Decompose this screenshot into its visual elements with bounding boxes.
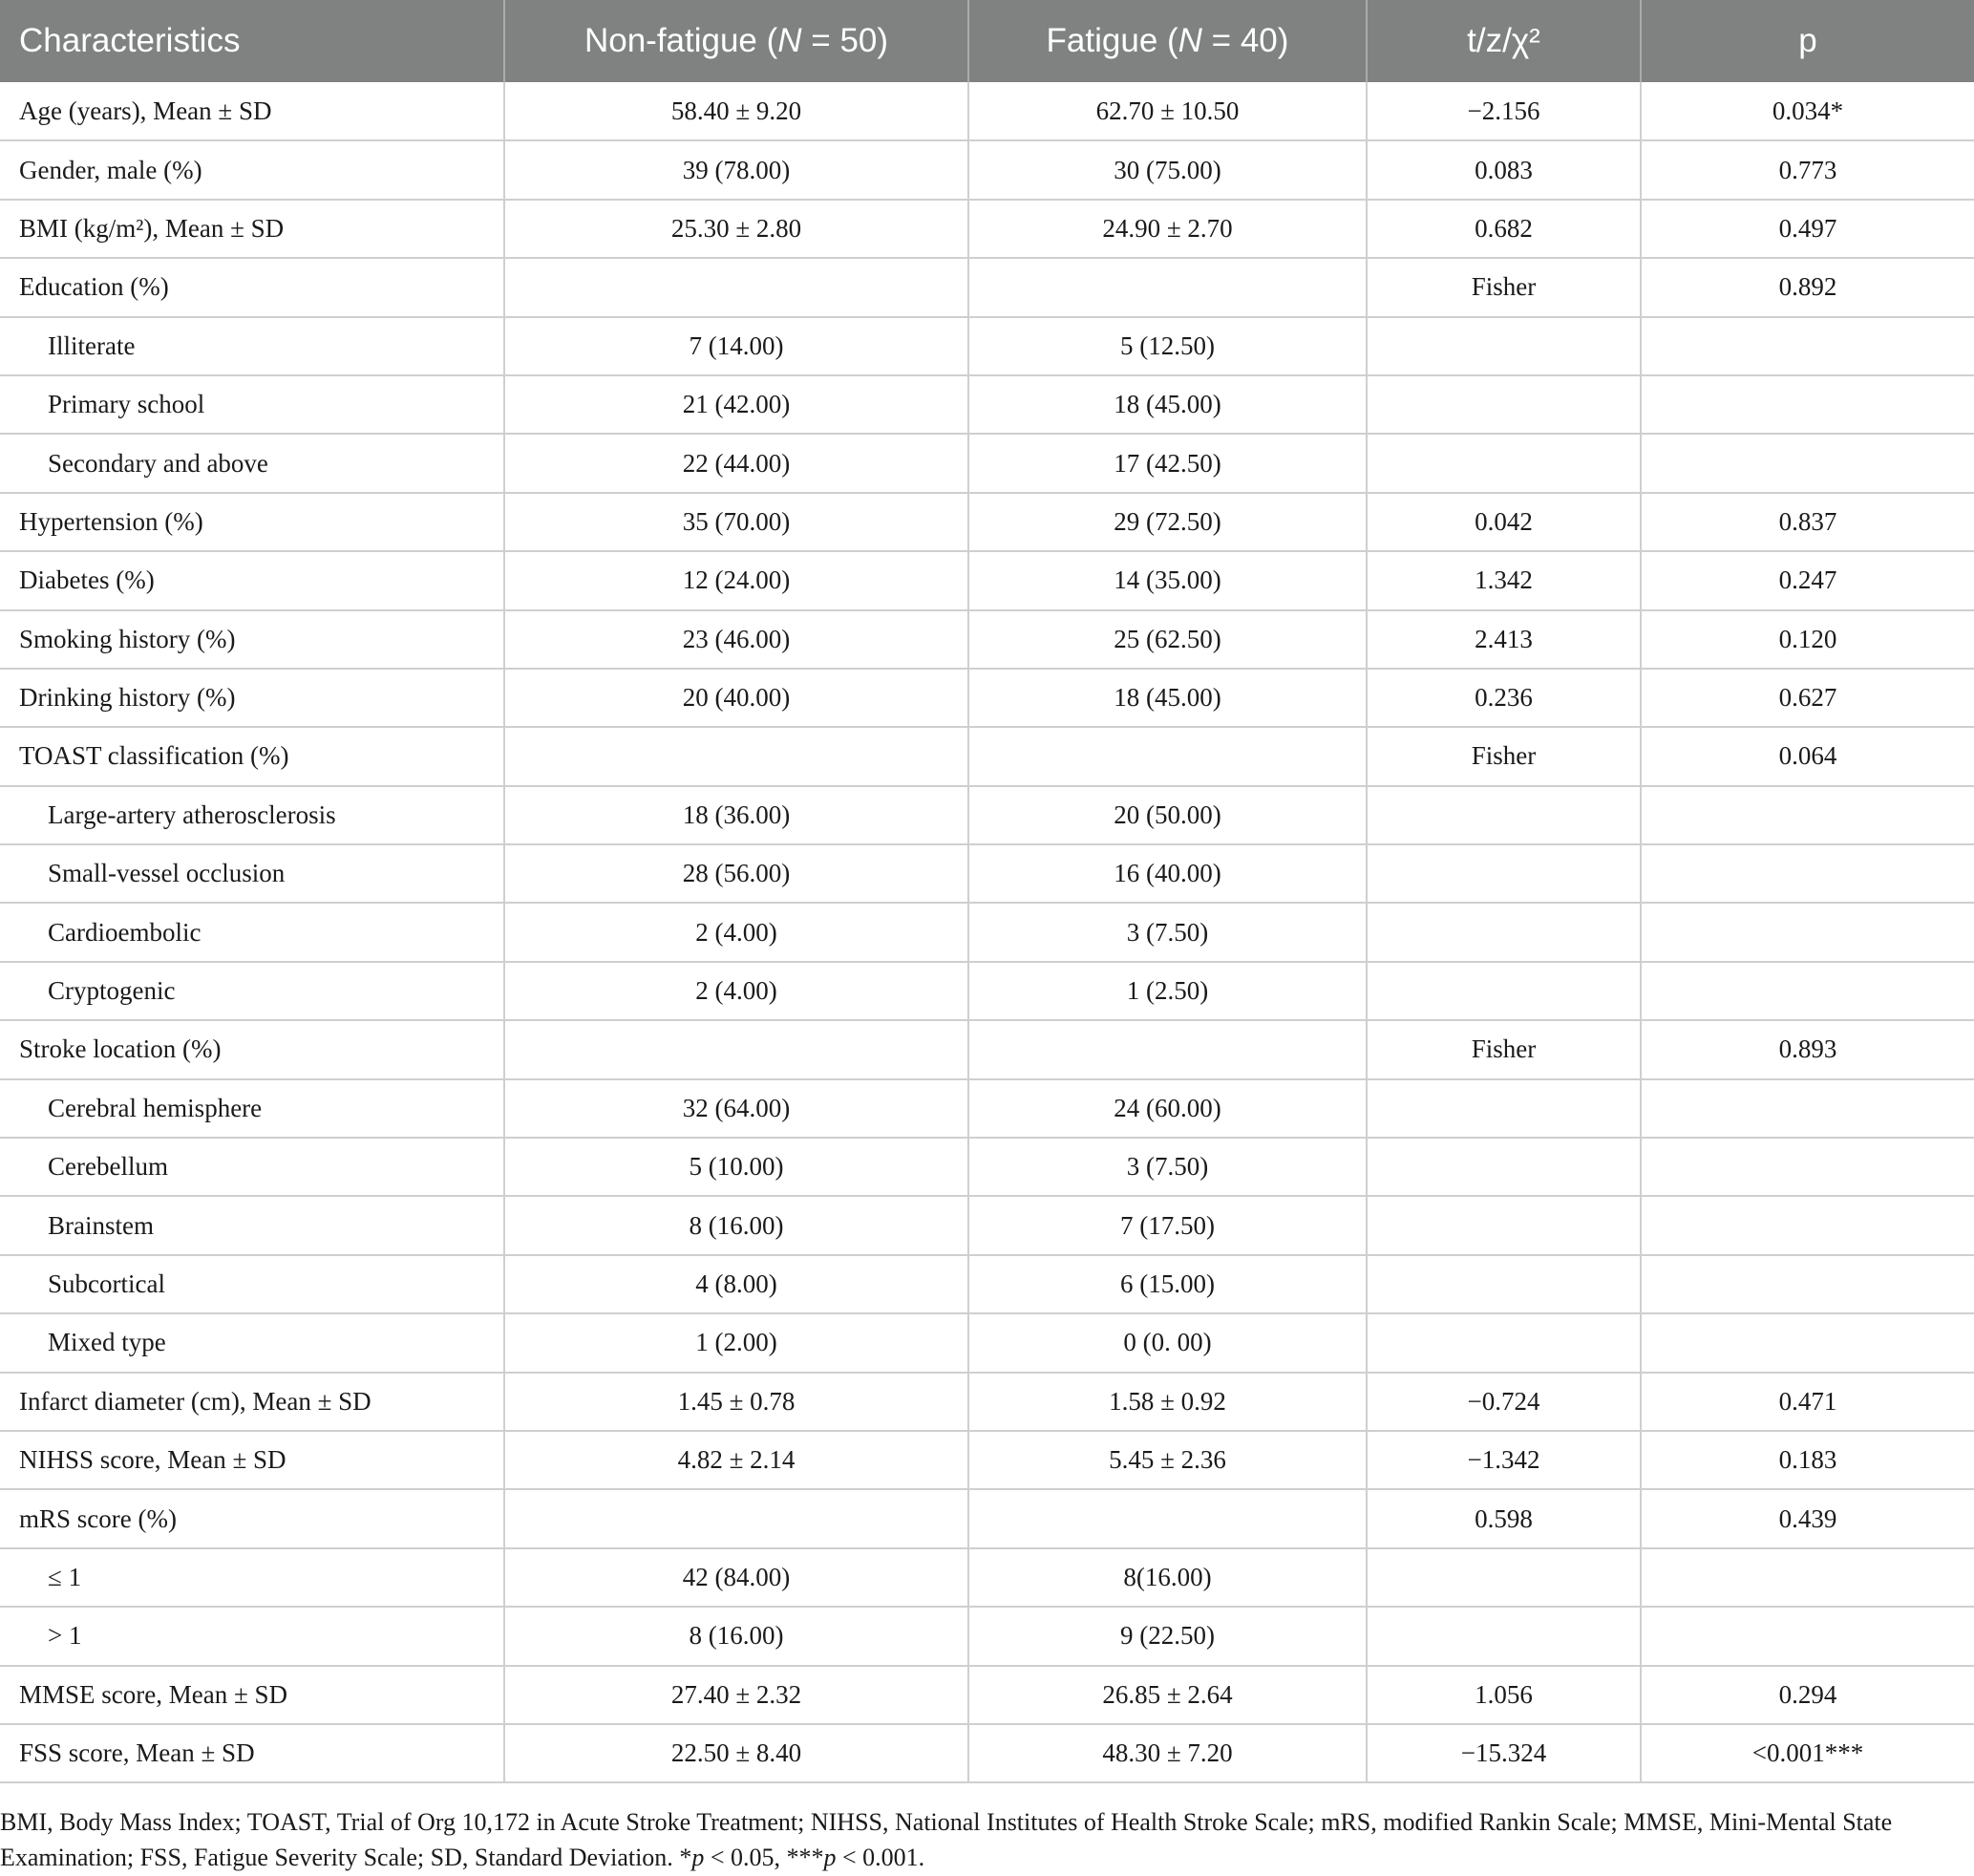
cell-p-value: 0.627 [1641, 669, 1974, 727]
table-row [0, 1666, 1974, 1724]
cell-fatigue: 3 (7.50) [968, 1138, 1367, 1196]
cell-non-fatigue: 58.40 ± 9.20 [504, 82, 968, 140]
cell-characteristic: Drinking history (%) [0, 669, 504, 727]
cell-statistic [1367, 317, 1641, 375]
table-row [0, 844, 1974, 903]
cell-non-fatigue: 5 (10.00) [504, 1138, 968, 1196]
cell-characteristic: Cryptogenic [0, 962, 504, 1020]
cell-non-fatigue: 27.40 ± 2.32 [504, 1666, 968, 1724]
cell-statistic: 1.056 [1367, 1666, 1641, 1724]
cell-non-fatigue: 4 (8.00) [504, 1255, 968, 1313]
cell-statistic [1367, 786, 1641, 844]
table-row [0, 903, 1974, 961]
cell-characteristic: Education (%) [0, 258, 504, 316]
cell-non-fatigue: 35 (70.00) [504, 493, 968, 551]
cell-statistic [1367, 1548, 1641, 1607]
cell-statistic: Fisher [1367, 258, 1641, 316]
cell-characteristic: Large-artery atherosclerosis [0, 786, 504, 844]
cell-fatigue: 3 (7.50) [968, 903, 1367, 961]
cell-p-value: 0.120 [1641, 610, 1974, 669]
cell-fatigue: 5.45 ± 2.36 [968, 1431, 1367, 1489]
header-fatigue-suffix: = 40) [1201, 22, 1289, 59]
cell-characteristic: MMSE score, Mean ± SD [0, 1666, 504, 1724]
table-row [0, 1196, 1974, 1254]
cell-statistic [1367, 375, 1641, 434]
cell-non-fatigue: 32 (64.00) [504, 1079, 968, 1138]
cell-non-fatigue: 20 (40.00) [504, 669, 968, 727]
cell-characteristic: Hypertension (%) [0, 493, 504, 551]
cell-fatigue: 29 (72.50) [968, 493, 1367, 551]
cell-characteristic: Cardioembolic [0, 903, 504, 961]
cell-characteristic: NIHSS score, Mean ± SD [0, 1431, 504, 1489]
cell-p-value [1641, 1313, 1974, 1372]
table-row [0, 610, 1974, 669]
cell-statistic: −0.724 [1367, 1373, 1641, 1431]
cell-statistic [1367, 1196, 1641, 1254]
table-row [0, 669, 1974, 727]
cell-statistic: −1.342 [1367, 1431, 1641, 1489]
cell-fatigue: 24.90 ± 2.70 [968, 200, 1367, 258]
cell-fatigue: 16 (40.00) [968, 844, 1367, 903]
header-non-fatigue-prefix: Non-fatigue ( [584, 22, 778, 59]
cell-non-fatigue [504, 727, 968, 785]
cell-fatigue [968, 727, 1367, 785]
cell-statistic: 0.042 [1367, 493, 1641, 551]
cell-statistic: 1.342 [1367, 551, 1641, 609]
header-fatigue [968, 0, 1367, 82]
cell-p-value: 0.294 [1641, 1666, 1974, 1724]
table-row [0, 1079, 1974, 1138]
cell-p-value: 0.773 [1641, 140, 1974, 199]
cell-p-value [1641, 1548, 1974, 1607]
table-row [0, 200, 1974, 258]
header-non-fatigue-n: N [777, 22, 802, 59]
cell-non-fatigue: 7 (14.00) [504, 317, 968, 375]
cell-fatigue: 18 (45.00) [968, 669, 1367, 727]
table-row [0, 1607, 1974, 1665]
table-row [0, 1548, 1974, 1607]
cell-non-fatigue: 2 (4.00) [504, 903, 968, 961]
cell-p-value: 0.471 [1641, 1373, 1974, 1431]
cell-characteristic: > 1 [0, 1607, 504, 1665]
cell-p-value [1641, 844, 1974, 903]
cell-statistic [1367, 1607, 1641, 1665]
cell-fatigue: 6 (15.00) [968, 1255, 1367, 1313]
cell-non-fatigue: 22 (44.00) [504, 434, 968, 492]
cell-p-value [1641, 375, 1974, 434]
footnote-p2: p [823, 1843, 837, 1871]
cell-characteristic: Illiterate [0, 317, 504, 375]
cell-p-value: 0.183 [1641, 1431, 1974, 1489]
cell-fatigue: 24 (60.00) [968, 1079, 1367, 1138]
cell-statistic [1367, 903, 1641, 961]
cell-p-value [1641, 1079, 1974, 1138]
cell-statistic: 2.413 [1367, 610, 1641, 669]
cell-fatigue: 1.58 ± 0.92 [968, 1373, 1367, 1431]
cell-characteristic: BMI (kg/m²), Mean ± SD [0, 200, 504, 258]
table-body [0, 82, 1974, 1782]
cell-statistic [1367, 434, 1641, 492]
cell-non-fatigue: 12 (24.00) [504, 551, 968, 609]
cell-non-fatigue: 8 (16.00) [504, 1196, 968, 1254]
table-row [0, 1373, 1974, 1431]
cell-non-fatigue: 39 (78.00) [504, 140, 968, 199]
cell-non-fatigue [504, 258, 968, 316]
table-row [0, 1489, 1974, 1547]
cell-characteristic: Diabetes (%) [0, 551, 504, 609]
table-row [0, 1020, 1974, 1078]
cell-characteristic: Cerebral hemisphere [0, 1079, 504, 1138]
table-row [0, 1138, 1974, 1196]
cell-fatigue: 8(16.00) [968, 1548, 1367, 1607]
cell-non-fatigue: 25.30 ± 2.80 [504, 200, 968, 258]
cell-statistic [1367, 1079, 1641, 1138]
cell-non-fatigue: 1.45 ± 0.78 [504, 1373, 968, 1431]
footnote-abbreviations: BMI, Body Mass Index; TOAST, Trial of Org 10,172 in Acute Stroke Treatment; NIHSS, National Institutes of Health Stroke Scale; mRS, modified Rankin Scale; MMSE, Mini-Mental State Examination; FSS, Fatigue Severity Scale; SD, Standard Deviation. [0, 1808, 1893, 1871]
header-characteristics: Characteristics [19, 22, 241, 59]
cell-p-value [1641, 1255, 1974, 1313]
table-row [0, 258, 1974, 316]
cell-non-fatigue [504, 1020, 968, 1078]
cell-characteristic: mRS score (%) [0, 1489, 504, 1547]
cell-p-value: 0.247 [1641, 551, 1974, 609]
header-statistic: t/z/χ² [1367, 0, 1641, 82]
cell-non-fatigue: 28 (56.00) [504, 844, 968, 903]
footnote-star1: * [679, 1843, 692, 1871]
cell-statistic [1367, 962, 1641, 1020]
cell-characteristic: FSS score, Mean ± SD [0, 1724, 504, 1782]
cell-p-value: 0.034* [1641, 82, 1974, 140]
cell-statistic: 0.598 [1367, 1489, 1641, 1547]
cell-fatigue: 30 (75.00) [968, 140, 1367, 199]
cell-characteristic: Small-vessel occlusion [0, 844, 504, 903]
cell-p-value: <0.001*** [1641, 1724, 1974, 1782]
cell-p-value [1641, 962, 1974, 1020]
cell-non-fatigue: 2 (4.00) [504, 962, 968, 1020]
cell-fatigue [968, 258, 1367, 316]
cell-statistic [1367, 1138, 1641, 1196]
cell-non-fatigue: 22.50 ± 8.40 [504, 1724, 968, 1782]
cell-p-value: 0.837 [1641, 493, 1974, 551]
cell-p-value: 0.893 [1641, 1020, 1974, 1078]
cell-characteristic: Brainstem [0, 1196, 504, 1254]
cell-fatigue [968, 1020, 1367, 1078]
cell-statistic: 0.083 [1367, 140, 1641, 199]
table-row [0, 551, 1974, 609]
cell-characteristic: Stroke location (%) [0, 1020, 504, 1078]
table-row [0, 317, 1974, 375]
cell-fatigue: 25 (62.50) [968, 610, 1367, 669]
cell-fatigue: 17 (42.50) [968, 434, 1367, 492]
cell-fatigue: 48.30 ± 7.20 [968, 1724, 1367, 1782]
cell-characteristic: Mixed type [0, 1313, 504, 1372]
header-row [0, 0, 1974, 82]
cell-statistic [1367, 1255, 1641, 1313]
header-fatigue-n: N [1178, 22, 1202, 59]
cell-statistic: −2.156 [1367, 82, 1641, 140]
cell-fatigue: 14 (35.00) [968, 551, 1367, 609]
footnote-star3: *** [786, 1843, 824, 1871]
cell-statistic [1367, 1313, 1641, 1372]
cell-fatigue: 5 (12.50) [968, 317, 1367, 375]
cell-non-fatigue: 23 (46.00) [504, 610, 968, 669]
cell-non-fatigue: 18 (36.00) [504, 786, 968, 844]
cell-statistic: Fisher [1367, 1020, 1641, 1078]
cell-p-value [1641, 1607, 1974, 1665]
cell-characteristic: Primary school [0, 375, 504, 434]
table-row [0, 1313, 1974, 1372]
footnote-sig2: < 0.001. [836, 1843, 925, 1871]
table-row [0, 727, 1974, 785]
cell-p-value [1641, 317, 1974, 375]
table-row [0, 140, 1974, 199]
table-row [0, 1724, 1974, 1782]
table-row [0, 82, 1974, 140]
cell-characteristic: Smoking history (%) [0, 610, 504, 669]
header-p-value: p [1641, 0, 1974, 82]
header-non-fatigue-suffix: = 50) [801, 22, 889, 59]
cell-fatigue [968, 1489, 1367, 1547]
table-row [0, 962, 1974, 1020]
cell-fatigue: 26.85 ± 2.64 [968, 1666, 1367, 1724]
table-row [0, 1431, 1974, 1489]
cell-statistic [1367, 844, 1641, 903]
cell-fatigue: 18 (45.00) [968, 375, 1367, 434]
table-header [0, 0, 1974, 82]
cell-statistic: 0.682 [1367, 200, 1641, 258]
cell-statistic: Fisher [1367, 727, 1641, 785]
cell-characteristic: Infarct diameter (cm), Mean ± SD [0, 1373, 504, 1431]
cell-characteristic: Age (years), Mean ± SD [0, 82, 504, 140]
cell-fatigue: 7 (17.50) [968, 1196, 1367, 1254]
cell-characteristic: Cerebellum [0, 1138, 504, 1196]
cell-p-value: 0.892 [1641, 258, 1974, 316]
cell-non-fatigue: 1 (2.00) [504, 1313, 968, 1372]
cell-p-value: 0.064 [1641, 727, 1974, 785]
header-non-fatigue [504, 0, 968, 82]
table-row [0, 493, 1974, 551]
cell-non-fatigue: 42 (84.00) [504, 1548, 968, 1607]
table-footnote [0, 1805, 1967, 1876]
cell-fatigue: 1 (2.50) [968, 962, 1367, 1020]
cell-p-value: 0.497 [1641, 200, 1974, 258]
cell-p-value [1641, 903, 1974, 961]
cell-characteristic: Gender, male (%) [0, 140, 504, 199]
cell-non-fatigue [504, 1489, 968, 1547]
cell-fatigue: 62.70 ± 10.50 [968, 82, 1367, 140]
cell-p-value [1641, 434, 1974, 492]
cell-statistic: −15.324 [1367, 1724, 1641, 1782]
table-row [0, 434, 1974, 492]
cell-p-value [1641, 786, 1974, 844]
cell-fatigue: 20 (50.00) [968, 786, 1367, 844]
cell-non-fatigue: 21 (42.00) [504, 375, 968, 434]
footnote-p1: p [691, 1843, 705, 1871]
cell-characteristic: ≤ 1 [0, 1548, 504, 1607]
cell-characteristic: TOAST classification (%) [0, 727, 504, 785]
cell-p-value: 0.439 [1641, 1489, 1974, 1547]
cell-non-fatigue: 4.82 ± 2.14 [504, 1431, 968, 1489]
cell-characteristic: Secondary and above [0, 434, 504, 492]
cell-characteristic: Subcortical [0, 1255, 504, 1313]
cell-non-fatigue: 8 (16.00) [504, 1607, 968, 1665]
footnote-sig1: < 0.05, [704, 1843, 787, 1871]
table-row [0, 375, 1974, 434]
cell-fatigue: 9 (22.50) [968, 1607, 1367, 1665]
table-row [0, 786, 1974, 844]
cell-statistic: 0.236 [1367, 669, 1641, 727]
cell-fatigue: 0 (0. 00) [968, 1313, 1367, 1372]
header-fatigue-prefix: Fatigue ( [1046, 22, 1178, 59]
cell-p-value [1641, 1138, 1974, 1196]
cell-p-value [1641, 1196, 1974, 1254]
table-row [0, 1255, 1974, 1313]
